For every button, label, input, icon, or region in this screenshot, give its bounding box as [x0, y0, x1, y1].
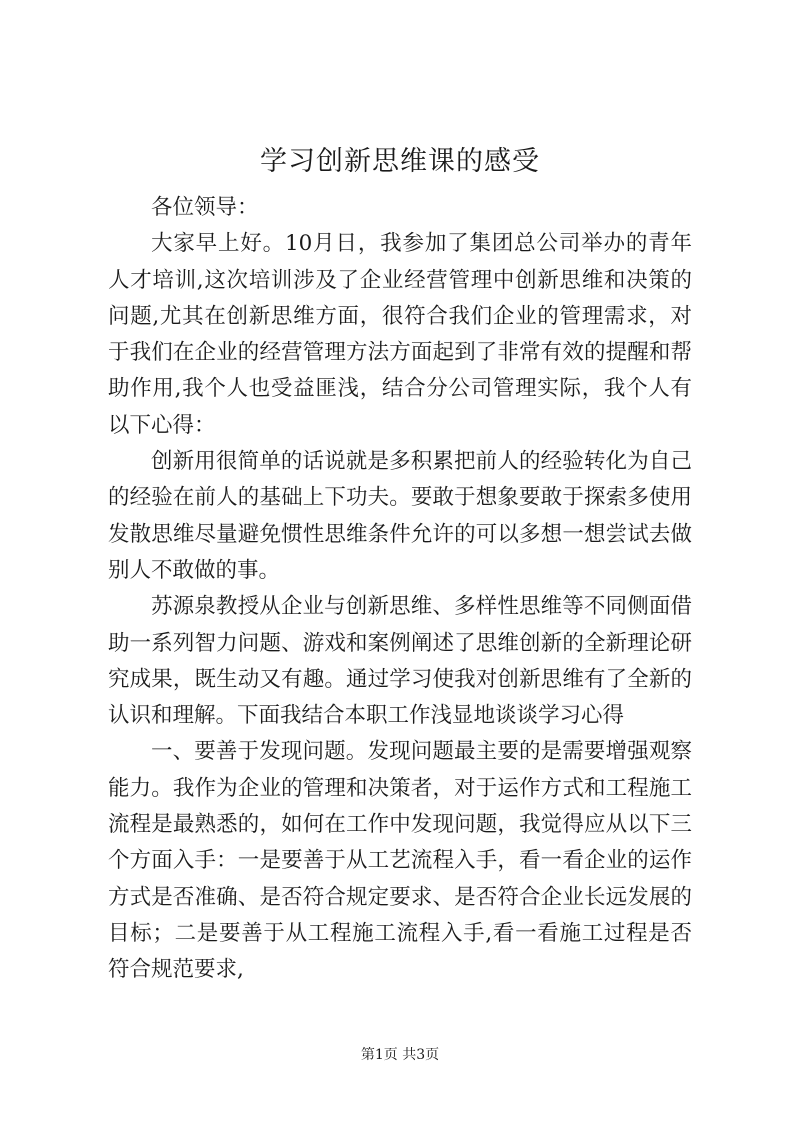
paragraph-intro: 大家早上好。10月日，我参加了集团总公司举办的青年人才培训,这次培训涉及了企业经营管理中创新思维和决策的问题,尤其在创新思维方面，很符合我们企业的管理需求，对于我们在企业的经营管理方法方面起到了非常有效的提醒和帮助作用,我个人也受益匪浅，结合分公司管理实际，我个人有以下心得： — [108, 231, 692, 438]
paragraph-point-one: 一、要善于发现问题。发现问题最主要的是需要增强观察能力。我作为企业的管理和决策者，对于运作方式和工程施工流程是最熟悉的，如何在工作中发现问题，我觉得应从以下三个方面入手：一是要善于从工艺流程入手，看一看企业的运作方式是否准确、是否符合规定要求、是否符合企业长远发展的目标；二是要善于从工程施工流程入手,看一看施工过程是否符合规范要求, — [108, 739, 692, 983]
paragraph-professor-lecture: 苏源泉教授从企业与创新思维、多样性思维等不同侧面借助一系列智力问题、游戏和案例阐述了思维创新的全新理论研究成果，既生动又有趣。通过学习使我对创新思维有了全新的认识和理解。下面我结合本职工作浅显地谈谈学习心得 — [108, 594, 692, 729]
paragraph-innovation-definition: 创新用很简单的话说就是多积累把前人的经验转化为自己的经验在前人的基础上下功夫。要敢于想象要敢于探索多使用发散思维尽量避免惯性思维条件允许的可以多想一想尝试去做别人不敢做的事。 — [108, 449, 692, 583]
salutation: 各位领导： — [151, 195, 259, 220]
page-number-footer: 第1页 共3页 — [360, 1047, 440, 1063]
document-title: 学习创新思维课的感受 — [260, 146, 540, 177]
document-body — [108, 190, 692, 989]
